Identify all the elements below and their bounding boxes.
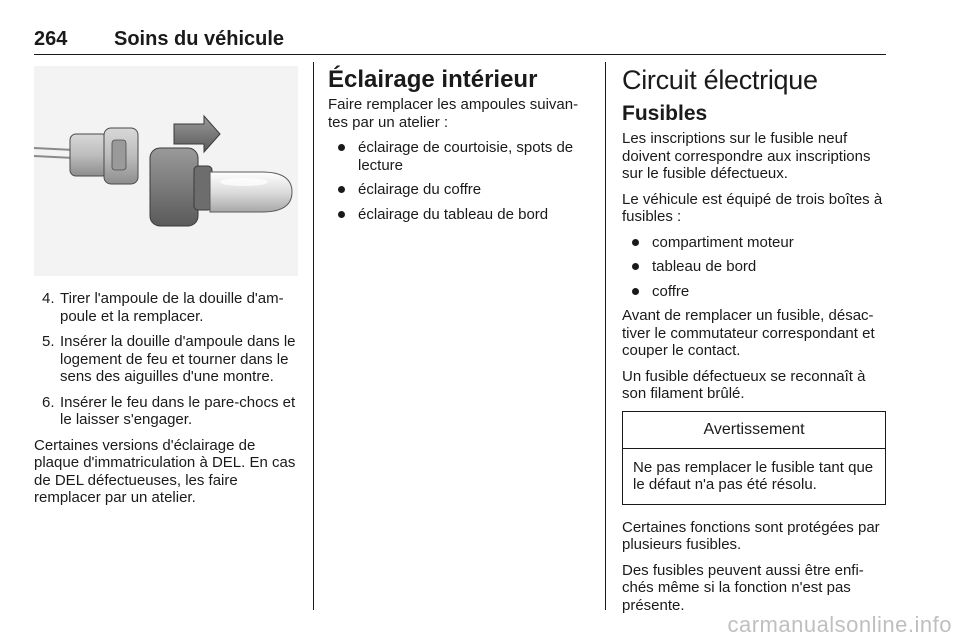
paragraph: Les inscriptions sur le fusible neuf doivent correspondre aux inscriptions sur le fusible défectueux. [622,130,871,182]
step-text: Insérer le feu dans le pare-chocs et le laisser s'engager. [60,393,296,428]
instruction-steps [34,290,298,429]
column-divider [605,62,606,610]
bulb-socket-drawing [34,66,298,276]
site-watermark: carmanualsonline.info [727,612,952,637]
paragraph: Des fusibles peuvent aussi être enfi- chés même si la fonction n'est pas présente. [622,561,864,614]
list-item: éclairage de courtoisie, spots de lecture [328,139,590,174]
fuse-box-list [622,234,886,301]
column-middle [328,66,590,230]
column-left [34,66,298,515]
page-header [34,26,886,55]
step-text: Insérer la douille d'ampoule dans le logement de feu et tourner dans le sens des aiguilles d'une montre. [60,333,296,385]
paragraph: Certaines fonctions sont protégées par plusieurs fusibles. [622,518,880,553]
list-item: compartiment moteur [622,234,886,252]
list-item: tableau de bord [622,258,886,276]
subsection-heading-fuses: Fusibles [622,102,708,125]
page-number: 264 [34,28,68,50]
list-item: éclairage du coffre [328,181,590,199]
column-divider [313,62,314,610]
column-right [622,66,886,622]
warning-box [622,411,886,505]
step-number: 4. [42,290,55,307]
warning-text: Ne pas remplacer le fusible tant que le défaut n'a pas été résolu. [633,458,874,493]
step-number: 6. [42,393,55,411]
bulb-list [328,139,590,223]
section-title: Soins du véhicule [114,28,285,50]
paragraph: Avant de remplacer un fusible, désac- tiver le commutateur correspondant et couper le contact. [622,307,875,359]
paragraph: Un fusible défectueux se reconnaît à son filament brûlé. [622,367,866,402]
paragraph: Le véhicule est équipé de trois boîtes à fusibles : [622,190,883,225]
step-item [34,333,298,386]
step-text: Tirer l'ampoule de la douille d'am- poule et la remplacer. [60,290,284,325]
list-item: coffre [622,283,886,301]
step-item [34,394,298,429]
step-item [34,290,298,325]
intro-text: Faire remplacer les ampoules suivan- tes par un atelier : [328,96,579,131]
bulb-socket-illustration [34,66,298,276]
step-number: 5. [42,333,55,350]
warning-title: Avertissement [623,412,885,449]
list-item: éclairage du tableau de bord [328,206,590,224]
chapter-heading-electrical: Circuit électrique [622,65,818,95]
led-note: Certaines versions d'éclairage de plaque d'immatriculation à DEL. En cas de DEL défectueuses, les faire remplacer par un atelier. [34,436,296,506]
section-heading-interior-lighting: Éclairage intérieur [328,66,538,93]
